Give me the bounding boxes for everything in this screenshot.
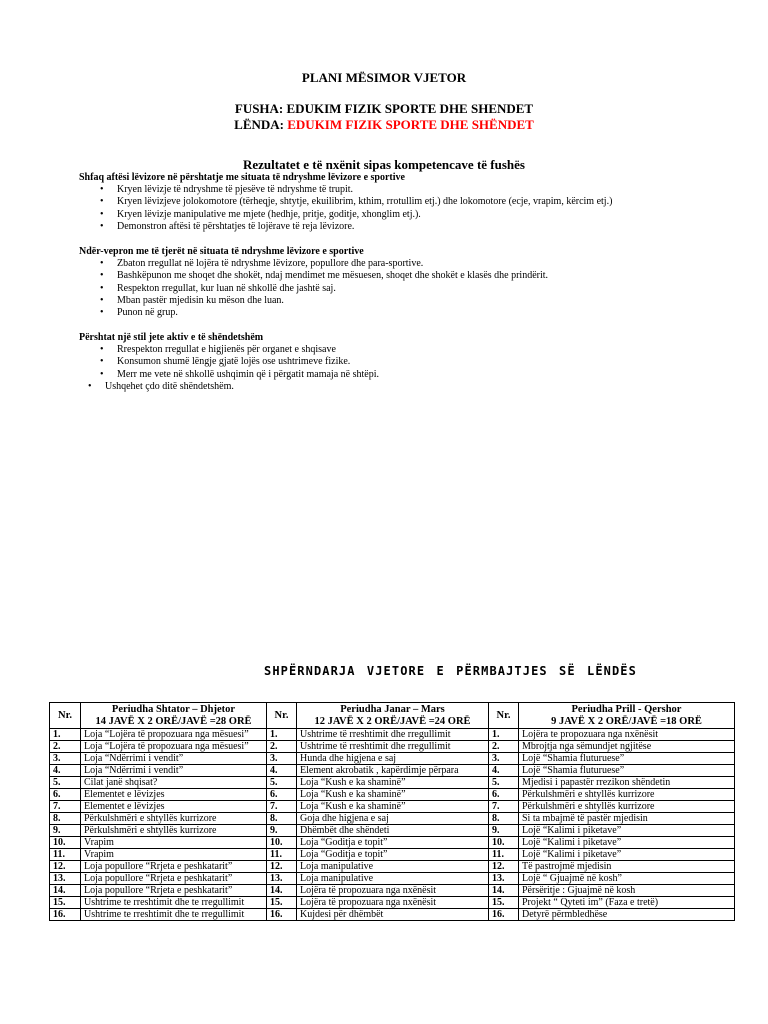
lesson-number: 7.: [50, 801, 81, 813]
nr-header: Nr.: [267, 703, 297, 729]
lesson-number: 15.: [489, 897, 519, 909]
lesson-topic: Loja popullore “Rrjeta e peshkatarit”: [81, 861, 267, 873]
lesson-number: 14.: [489, 885, 519, 897]
lesson-topic: Loja “Lojëra të propozuara nga mësuesi”: [81, 741, 267, 753]
lesson-number: 12.: [50, 861, 81, 873]
lesson-number: 15.: [267, 897, 297, 909]
lesson-topic: Mbrojtja nga sëmundjet ngjitëse: [519, 741, 735, 753]
lesson-topic: Lojë “Shamia fluturuese”: [519, 753, 735, 765]
group-heading: Ndër-vepron me të tjerët në situata të ndryshme lëvizore e sportive: [79, 246, 364, 257]
table-row: [50, 789, 735, 801]
lesson-topic: Lojëra të propozuara nga nxënësit: [297, 885, 489, 897]
lesson-number: 7.: [267, 801, 297, 813]
list-item: • Konsumon shumë lëngje gjatë lojës ose ushtrimeve fizike.: [117, 356, 739, 368]
lesson-topic: Loja popullore “Rrjeta e peshkatarit”: [81, 885, 267, 897]
period-name: Periudha Shtator – Dhjetor: [111, 704, 236, 715]
lesson-topic: Detyrë përmbledhëse: [519, 909, 735, 921]
lesson-topic: Goja dhe higjena e saj: [297, 813, 489, 825]
lesson-number: 9.: [489, 825, 519, 837]
lesson-topic: Ushtrime të rreshtimit dhe rregullimit: [297, 741, 489, 753]
lesson-number: 16.: [50, 909, 81, 921]
lesson-topic: Loja popullore “Rrjeta e peshkatarit”: [81, 873, 267, 885]
list-item: • Bashkëpunon me shoqet dhe shokët, ndaj mendimet me mësuesen, shoqet dhe shokët e klasës dhe prindërit.: [117, 270, 739, 282]
subject-label: LËNDA:: [234, 117, 284, 132]
nr-header: Nr.: [489, 703, 519, 729]
bullet-list: [79, 258, 739, 319]
list-item: • Rrespekton rregullat e higjienës për organet e shqisave: [117, 344, 739, 356]
lesson-number: 13.: [267, 873, 297, 885]
table-row: [50, 801, 735, 813]
period-hours: 12 JAVË X 2 ORË/JAVË =24 ORË: [314, 716, 471, 727]
period-header: [81, 703, 267, 729]
lesson-topic: Cilat janë shqisat?: [81, 777, 267, 789]
lesson-number: 8.: [50, 813, 81, 825]
lesson-topic: Si ta mbajmë të pastër mjedisin: [519, 813, 735, 825]
lesson-number: 7.: [489, 801, 519, 813]
lesson-topic: Ushtrime te rreshtimit dhe te rregullimit: [81, 897, 267, 909]
lesson-topic: Loja “Goditja e topit”: [297, 849, 489, 861]
lesson-topic: Elementet e lëvizjes: [81, 801, 267, 813]
lesson-number: 10.: [267, 837, 297, 849]
lesson-topic: Elementet e lëvizjes: [81, 789, 267, 801]
lesson-number: 16.: [489, 909, 519, 921]
competence-group-2: [79, 246, 739, 319]
lesson-number: 6.: [489, 789, 519, 801]
lesson-number: 5.: [489, 777, 519, 789]
lesson-topic: Loja “Kush e ka shaminë”: [297, 789, 489, 801]
lesson-topic: Ushtrime të rreshtimit dhe rregullimit: [297, 729, 489, 741]
list-item: • Merr me vete në shkollë ushqimin që i përgatit mamaja në shtëpi.: [117, 369, 739, 381]
lesson-number: 2.: [50, 741, 81, 753]
list-item: • Kryen lëvizje të ndryshme të pjesëve të ndryshme të trupit.: [117, 184, 739, 196]
lesson-number: 11.: [50, 849, 81, 861]
lesson-topic: Vrapim: [81, 849, 267, 861]
subject-line: [0, 117, 768, 132]
lesson-number: 2.: [267, 741, 297, 753]
distribution-title: SHPËRNDARJA VJETORE E PËRMBAJTJES SË LËNDËS: [264, 664, 637, 678]
table-row: [50, 777, 735, 789]
period-header: [297, 703, 489, 729]
lesson-topic: Loja “Kush e ka shaminë”: [297, 777, 489, 789]
table-row: [50, 741, 735, 753]
table-body: [50, 729, 735, 921]
bullet-list: [79, 184, 739, 233]
bullet-list: [79, 344, 739, 393]
lesson-topic: Kujdesi për dhëmbët: [297, 909, 489, 921]
lesson-number: 5.: [50, 777, 81, 789]
period-header: [519, 703, 735, 729]
lesson-number: 14.: [50, 885, 81, 897]
group-heading: Përshtat një stil jete aktiv e të shëndetshëm: [79, 332, 264, 343]
list-item: • Kryen lëvizje manipulative me mjete (hedhje, pritje, goditje, xhonglim etj.).: [117, 209, 739, 221]
lesson-topic: Hunda dhe higjena e saj: [297, 753, 489, 765]
lesson-number: 3.: [50, 753, 81, 765]
lesson-topic: Përkulshmëri e shtyllës kurrizore: [519, 801, 735, 813]
list-item: • Kryen lëvizjeve jolokomotore (tërheqje, shtytje, ekuilibrim, kthim, rrotullim etj.) dhe lokomotore (ecje, vrapim, kërcim etj.): [117, 196, 739, 208]
lesson-number: 10.: [50, 837, 81, 849]
period-name: Periudha Janar – Mars: [340, 704, 445, 715]
field-value: EDUKIM FIZIK SPORTE DHE SHENDET: [286, 101, 534, 116]
lesson-topic: Dhëmbët dhe shëndeti: [297, 825, 489, 837]
lesson-topic: Element akrobatik , kapërdimje përpara: [297, 765, 489, 777]
lesson-number: 12.: [489, 861, 519, 873]
competence-group-1: [79, 172, 739, 233]
lesson-number: 15.: [50, 897, 81, 909]
lesson-number: 5.: [267, 777, 297, 789]
lesson-topic: Loja “Lojëra të propozuara nga mësuesi”: [81, 729, 267, 741]
lesson-topic: Përkulshmëri e shtyllës kurrizore: [81, 813, 267, 825]
list-item: • Demonstron aftësi të përshtatjes të lojërave të reja lëvizore.: [117, 221, 739, 233]
lesson-topic: Lojë “Kalimi i piketave”: [519, 849, 735, 861]
lesson-number: 14.: [267, 885, 297, 897]
lesson-number: 3.: [267, 753, 297, 765]
field-label: FUSHA:: [234, 101, 284, 116]
lesson-number: 2.: [489, 741, 519, 753]
list-item: • Zbaton rregullat në lojëra të ndryshme lëvizore, popullore dhe para-sportive.: [117, 258, 739, 270]
group-heading: Shfaq aftësi lëvizore në përshtatje me situata të ndryshme lëvizore e sportive: [79, 172, 405, 183]
lesson-number: 4.: [50, 765, 81, 777]
list-item: • Mban pastër mjedisin ku mëson dhe luan.: [117, 295, 739, 307]
lesson-topic: Të pastrojmë mjedisin: [519, 861, 735, 873]
lesson-topic: Mjedisi i papastër rrezikon shëndetin: [519, 777, 735, 789]
table-row: [50, 825, 735, 837]
period-hours: 9 JAVË X 2 ORË/JAVË =18 ORË: [551, 716, 702, 727]
lesson-number: 4.: [267, 765, 297, 777]
lesson-topic: Përsëritje : Gjuajmë në kosh: [519, 885, 735, 897]
lesson-number: 10.: [489, 837, 519, 849]
period-hours: 14 JAVË X 2 ORË/JAVË =28 ORË: [95, 716, 252, 727]
lesson-number: 8.: [489, 813, 519, 825]
field-line: [0, 101, 768, 116]
lesson-topic: Loja manipulative: [297, 861, 489, 873]
lesson-number: 11.: [489, 849, 519, 861]
lesson-topic: Ushtrime te rreshtimit dhe te rregullimit: [81, 909, 267, 921]
lesson-number: 1.: [50, 729, 81, 741]
results-heading: Rezultatet e të nxënit sipas kompetencave të fushës: [243, 157, 525, 172]
lesson-number: 8.: [267, 813, 297, 825]
lesson-topic: Loja “Kush e ka shaminë”: [297, 801, 489, 813]
lesson-topic: Përkulshmëri e shtyllës kurrizore: [81, 825, 267, 837]
lesson-topic: Loja “Ndërrimi i vendit”: [81, 753, 267, 765]
table-row: [50, 729, 735, 741]
table-header-row: [50, 703, 735, 729]
lesson-number: 12.: [267, 861, 297, 873]
competence-group-3: [79, 332, 739, 393]
subject-value: EDUKIM FIZIK SPORTE DHE SHËNDET: [287, 117, 534, 132]
lesson-number: 3.: [489, 753, 519, 765]
lesson-topic: Lojëra të propozuara nga nxënësit: [297, 897, 489, 909]
lesson-topic: Lojë “Shamia fluturuese”: [519, 765, 735, 777]
lesson-number: 6.: [50, 789, 81, 801]
lesson-topic: Lojëra te propozuara nga nxënësit: [519, 729, 735, 741]
lesson-topic: Loja “Ndërrimi i vendit”: [81, 765, 267, 777]
table-row: [50, 765, 735, 777]
lesson-topic: Lojë “Kalimi i piketave”: [519, 837, 735, 849]
lesson-topic: Lojë “Kalimi i piketave”: [519, 825, 735, 837]
table-row: [50, 909, 735, 921]
table-row: [50, 873, 735, 885]
table-row: [50, 885, 735, 897]
lesson-topic: Loja “Goditja e topit”: [297, 837, 489, 849]
lesson-topic: Vrapim: [81, 837, 267, 849]
distribution-table: [49, 702, 735, 921]
table-row: [50, 837, 735, 849]
lesson-number: 16.: [267, 909, 297, 921]
lesson-number: 1.: [267, 729, 297, 741]
list-item: • Respekton rregullat, kur luan në shkollë dhe jashtë saj.: [117, 283, 739, 295]
table-row: [50, 813, 735, 825]
lesson-topic: Përkulshmëri e shtyllës kurrizore: [519, 789, 735, 801]
nr-header: Nr.: [50, 703, 81, 729]
lesson-number: 13.: [489, 873, 519, 885]
list-item: • Ushqehet çdo ditë shëndetshëm.: [105, 381, 739, 393]
lesson-topic: Lojë “ Gjuajmë në kosh”: [519, 873, 735, 885]
lesson-topic: Projekt “ Qyteti im” (Faza e tretë): [519, 897, 735, 909]
document-title: PLANI MËSIMOR VJETOR: [301, 70, 467, 85]
lesson-number: 9.: [50, 825, 81, 837]
table-row: [50, 849, 735, 861]
lesson-number: 1.: [489, 729, 519, 741]
lesson-number: 13.: [50, 873, 81, 885]
lesson-number: 6.: [267, 789, 297, 801]
lesson-topic: Loja manipulative: [297, 873, 489, 885]
lesson-number: 9.: [267, 825, 297, 837]
lesson-number: 4.: [489, 765, 519, 777]
list-item: • Punon në grup.: [117, 307, 739, 319]
table-row: [50, 753, 735, 765]
table-row: [50, 861, 735, 873]
period-name: Periudha Prill - Qershor: [571, 704, 682, 715]
lesson-number: 11.: [267, 849, 297, 861]
table-row: [50, 897, 735, 909]
